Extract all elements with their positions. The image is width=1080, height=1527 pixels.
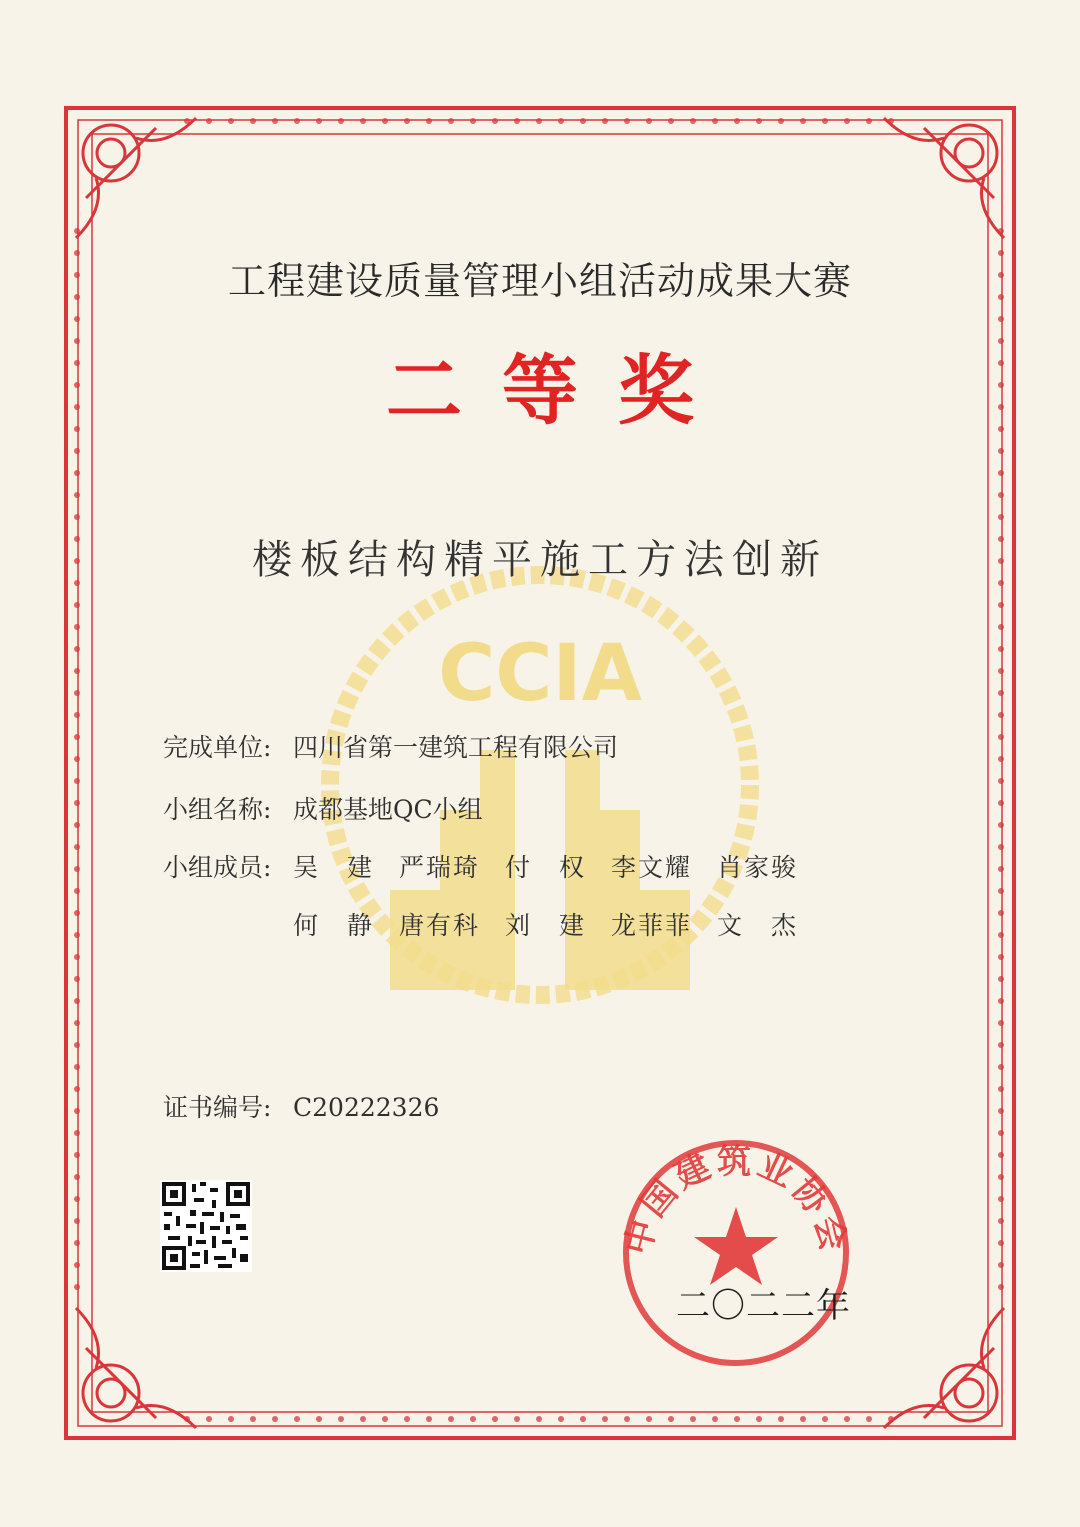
issue-year: 二〇二二年 <box>676 1286 851 1326</box>
watermark-text: CCIA <box>438 629 642 719</box>
members-list <box>293 848 933 942</box>
seal-text: 中国建筑业协会 <box>618 1141 854 1259</box>
award-level: 二等奖 <box>386 346 734 435</box>
member-name: 付 权 <box>505 853 587 882</box>
qr-code-icon[interactable] <box>160 1180 252 1272</box>
member-spacer <box>823 848 929 884</box>
member-name: 文 杰 <box>717 911 799 940</box>
member-name: 龙菲菲 <box>611 911 693 940</box>
member-name: 李文耀 <box>611 853 693 882</box>
cert-no-label: 证书编号: <box>163 1093 272 1122</box>
member-name: 唐有科 <box>399 911 481 940</box>
ccia-watermark <box>300 560 780 1010</box>
certificate-number-row <box>163 1088 439 1124</box>
cert-no-value: C20222326 <box>293 1093 440 1122</box>
unit-label: 完成单位: <box>163 733 272 762</box>
project-title: 楼板结构精平施工方法创新 <box>252 537 828 583</box>
members-label: 小组成员: <box>163 853 272 882</box>
group-value: 成都基地QC小组 <box>293 795 483 824</box>
group-label: 小组名称: <box>163 795 272 824</box>
member-name: 肖家骏 <box>717 853 799 882</box>
member-name: 严瑞琦 <box>399 853 481 882</box>
contest-title: 工程建设质量管理小组活动成果大赛 <box>227 259 852 303</box>
member-name: 刘 建 <box>505 911 587 940</box>
member-name: 吴 建 <box>293 853 375 882</box>
unit-value: 四川省第一建筑工程有限公司 <box>293 733 619 762</box>
member-name: 何 静 <box>293 911 375 940</box>
completing-unit-row <box>163 728 618 764</box>
association-seal <box>618 1135 854 1371</box>
star-icon <box>694 1207 778 1285</box>
group-name-row <box>163 790 483 826</box>
